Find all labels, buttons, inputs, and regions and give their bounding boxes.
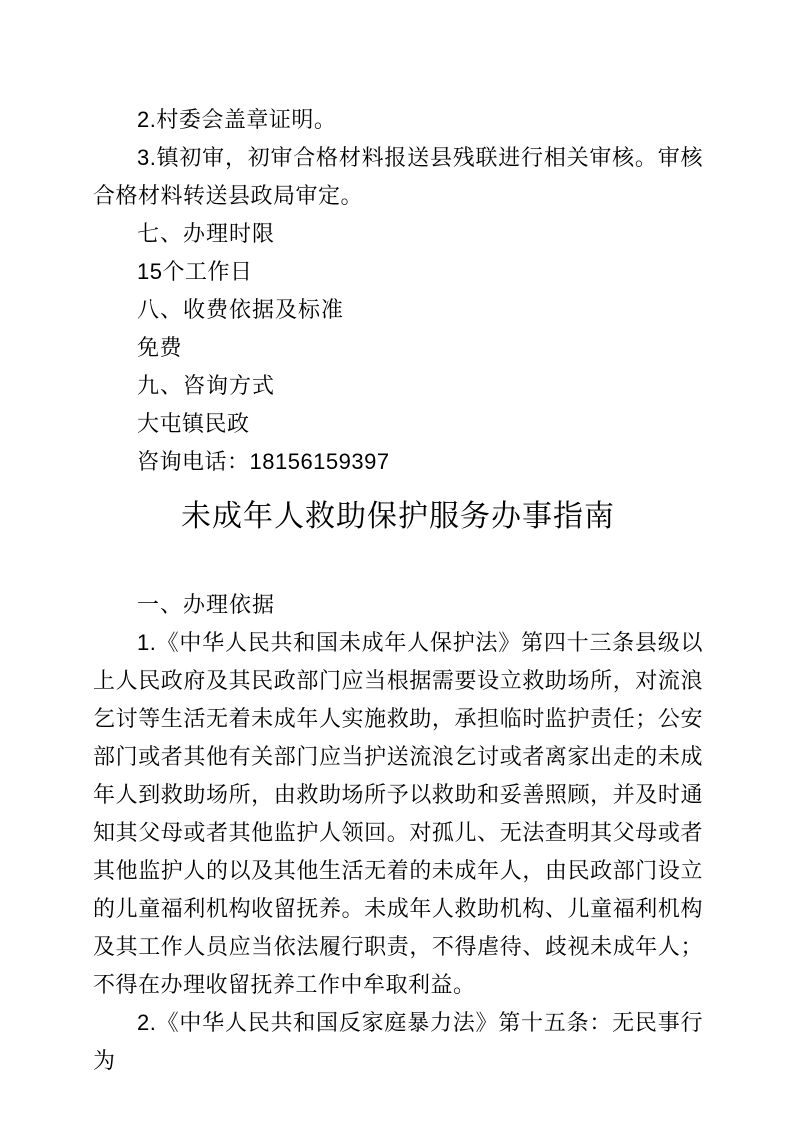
section-heading-contact: 九、咨询方式: [137, 373, 276, 398]
fees-value: 免费: [137, 335, 183, 360]
section-heading-fees: 八、收费依据及标准: [137, 297, 345, 322]
legal-basis-item-1: 1.《中华人民共和国未成年人保护法》第四十三条县级以上人民政府及其民政部门应当根据需要设立救助场所，对流浪乞讨等生活无着未成年人实施救助，承担临时监护责任；公安部门或者其他有关部门应当护送流浪乞讨或者离家出走的未成年人到救助场所，由救助场所予以救助和妥善照顾，并及时通知其父母或者其他监护人领回。对孤儿、无法查明其父母或者其他监护人的以及其他生活无着的未成年人，由民政部门设立的儿童福利机构收留抚养。未成年人救助机构、儿童福利机构及其工作人员应当依法履行职责，不得虐待、歧视未成年人；不得在办理收留抚养工作中牟取利益。: [93, 630, 703, 997]
contact-phone: 咨询电话：18156159397: [137, 449, 390, 474]
contact-office: 大屯镇民政: [137, 411, 250, 436]
material-item-3: 3.镇初审，初审合格材料报送县残联进行相关审核。审核合格材料转送县政局审定。: [93, 145, 703, 208]
section-heading-basis: 一、办理依据: [137, 592, 276, 617]
document-title: 未成年人救助保护服务办事指南: [181, 500, 615, 533]
section-heading-time-limit: 七、办理时限: [137, 221, 276, 246]
material-item-2: 2.村委会盖章证明。: [137, 107, 337, 132]
legal-basis-item-2: 2.《中华人民共和国反家庭暴力法》第十五条：无民事行为: [93, 1010, 703, 1073]
time-limit-value: 15个工作日: [137, 259, 253, 284]
